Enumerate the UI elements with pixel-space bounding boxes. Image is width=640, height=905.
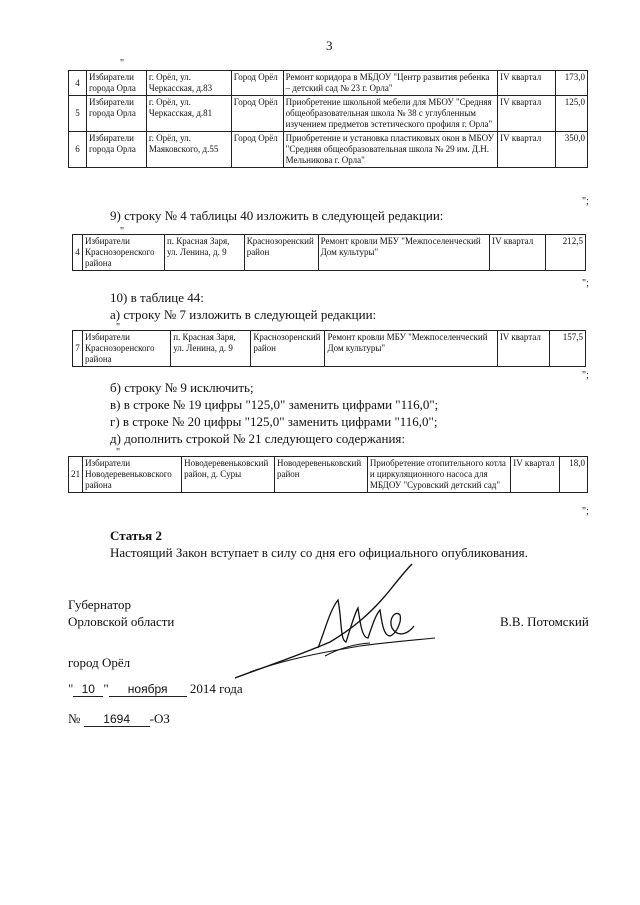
- table-row: [69, 71, 588, 96]
- cell-voters: Избиратели Новодеревеньковского района: [83, 457, 182, 493]
- cell-amount: 173,0: [556, 71, 588, 96]
- table-row: [69, 132, 588, 168]
- cell-address: г. Орёл, ул. Черкасская, д.83: [146, 71, 231, 96]
- item-9: 9) строку № 4 таблицы 40 изложить в следующей редакции:: [110, 208, 444, 223]
- cell-work: Ремонт кровли МБУ "Межпоселенческий Дом культуры": [325, 331, 497, 367]
- date-quote-open: ": [68, 681, 74, 696]
- cell-address: п. Красная Заря, ул. Ленина, д. 9: [171, 331, 251, 367]
- cell-period: IV квартал: [498, 71, 556, 96]
- table-21-row: [68, 456, 588, 493]
- item-10c: в) в строке № 19 цифры "125,0" заменить цифрами "116,0";: [110, 397, 439, 412]
- governor-title-line2: Орловской области: [68, 614, 175, 629]
- cell-amount: 157,5: [549, 331, 585, 367]
- table-row: [73, 331, 586, 367]
- cell-work: Приобретение отопительного котла и циркуляционного насоса для МБДОУ "Суровский детский сад": [367, 457, 510, 493]
- law-number-prefix: №: [68, 711, 81, 726]
- table-row: [73, 235, 586, 271]
- cell-territory: Новодеревеньковский район: [274, 457, 367, 493]
- item-10d: г) в строке № 20 цифры "125,0" заменить цифрами "116,0";: [110, 414, 438, 429]
- article-title: Статья 2: [110, 528, 162, 543]
- article-text: Настоящий Закон вступает в силу со дня его официального опубликования.: [110, 545, 528, 560]
- row-number: 4: [73, 235, 83, 271]
- governor-name: В.В. Потомский: [500, 614, 589, 629]
- row-number: 6: [69, 132, 87, 168]
- cell-voters: Избиратели города Орла: [86, 132, 146, 168]
- cell-period: IV квартал: [490, 235, 546, 271]
- table-44-row: [72, 330, 586, 367]
- cell-work: Приобретение школьной мебели для МБОУ "Средняя общеобразовательная школа № 38 с углубленным изучением предметов эстетического профиля г. Орла": [283, 96, 497, 132]
- law-number-suffix: -ОЗ: [149, 711, 170, 726]
- law-number-line: [68, 711, 170, 727]
- cell-period: IV квартал: [511, 457, 559, 493]
- date-quote-close: ": [103, 681, 109, 696]
- table-row: [69, 457, 588, 493]
- open-quote: ": [116, 447, 121, 458]
- cell-territory: Краснозоренский район: [251, 331, 325, 367]
- cell-address: Новодеревеньковский район, д. Суры: [182, 457, 275, 493]
- date-year: 2014 года: [189, 681, 243, 696]
- cell-work: Ремонт коридора в МБДОУ "Центр развития ребенка – детский сад № 23 г. Орла": [283, 71, 497, 96]
- cell-address: г. Орёл, ул. Черкасская, д.81: [146, 96, 231, 132]
- cell-work: Ремонт кровли МБУ "Межпоселенческий Дом культуры": [318, 235, 490, 271]
- cell-period: IV квартал: [498, 132, 556, 168]
- row-number: 4: [69, 71, 87, 96]
- cell-period: IV квартал: [497, 331, 549, 367]
- item-10a: а) строку № 7 изложить в следующей редакции:: [110, 307, 377, 322]
- open-quote: ": [120, 58, 125, 69]
- cell-amount: 212,5: [546, 235, 586, 271]
- governor-title-line1: Губернатор: [68, 597, 131, 612]
- cell-amount: 350,0: [556, 132, 588, 168]
- cell-amount: 125,0: [556, 96, 588, 132]
- table-40-row: [72, 234, 586, 271]
- date-month: ноября: [109, 682, 187, 697]
- cell-voters: Избиратели города Орла: [86, 96, 146, 132]
- row-number: 5: [69, 96, 87, 132]
- cell-address: г. Орёл, ул. Маяковского, д.55: [146, 132, 231, 168]
- item-10: 10) в таблице 44:: [110, 290, 204, 305]
- cell-territory: Город Орёл: [231, 71, 283, 96]
- open-quote: ": [116, 322, 121, 333]
- cell-address: п. Красная Заря, ул. Ленина, д. 9: [164, 235, 244, 271]
- row-number: 21: [69, 457, 83, 493]
- cell-voters: Избиратели Краснозоренского района: [83, 331, 171, 367]
- page-number: 3: [326, 38, 333, 53]
- date-line: [68, 681, 243, 697]
- signature: [230, 560, 440, 690]
- open-quote: ": [120, 226, 125, 237]
- close-quote: ";: [582, 506, 589, 517]
- item-10b: б) строку № 9 исключить;: [110, 380, 254, 395]
- city: город Орёл: [68, 655, 131, 670]
- close-quote: ";: [582, 196, 589, 207]
- cell-period: IV квартал: [498, 96, 556, 132]
- date-day: 10: [73, 682, 103, 697]
- close-quote: ";: [582, 370, 589, 381]
- cell-voters: Избиратели города Орла: [86, 71, 146, 96]
- cell-work: Приобретение и установка пластиковых окон в МБОУ "Средняя общеобразовательная школа № 29 им. Д.Н. Мельникова г. Орла": [283, 132, 497, 168]
- close-quote: ";: [582, 278, 589, 289]
- cell-amount: 18,0: [559, 457, 587, 493]
- law-number: 1694: [84, 712, 150, 727]
- cell-territory: Город Орёл: [231, 132, 283, 168]
- table-row: [69, 96, 588, 132]
- table-main: [68, 70, 588, 168]
- cell-territory: Город Орёл: [231, 96, 283, 132]
- cell-voters: Избиратели Краснозоренского района: [82, 235, 164, 271]
- item-10e: д) дополнить строкой № 21 следующего содержания:: [110, 431, 405, 446]
- cell-territory: Краснозоренский район: [244, 235, 318, 271]
- row-number: 7: [73, 331, 83, 367]
